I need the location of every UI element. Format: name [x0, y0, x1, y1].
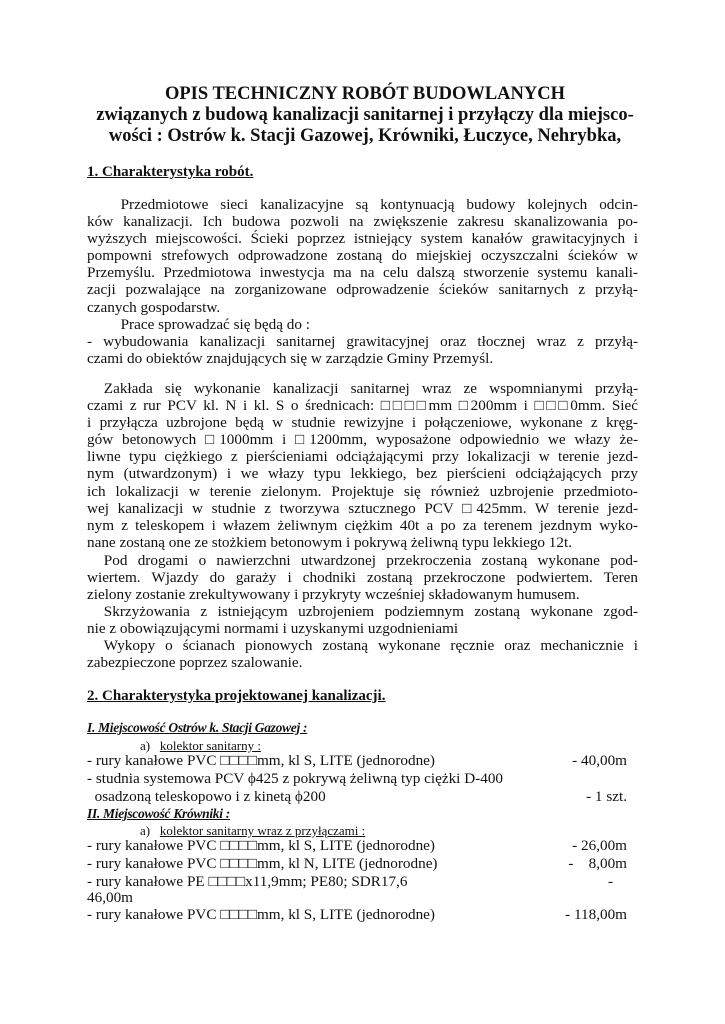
- text-line: zielony zostanie zrekultywowany i przykryty wcześniej składowanym humusem.: [87, 586, 580, 604]
- text-line: - wybudowania kanalizacji sanitarnej grawitacyjnej oraz tłocznej wraz z przyłą-: [87, 333, 638, 351]
- row-description: - rury kanałowe PVC □□□□mm, kl N, LITE (jednorodne): [87, 855, 438, 872]
- place-1-heading: I. Miejscowość Ostrów k. Stacji Gazowej :: [87, 720, 308, 735]
- table-row: [87, 855, 627, 873]
- row-quantity: - 1 szt.: [586, 788, 627, 805]
- title-line-2: związanych z budową kanalizacji sanitarnej i przyłączy dla miejsco-: [96, 105, 634, 125]
- text-line: zacji pozwalające na zorganizowane odprowadzenie ścieków sanitarnych z przyłą-: [87, 281, 638, 299]
- subitem-label: kolektor sanitarny wraz z przyłączami :: [159, 823, 366, 838]
- text-line: wyższych miejscowości. Ścieki poprzez istniejący system kanałów grawitacyjnych i: [87, 230, 638, 248]
- text-line: wej kanalizacji w studnie z tworzywa sztucznego PCV □425mm. W terenie jezd-: [87, 499, 638, 517]
- table-row: [87, 752, 627, 770]
- text-line: czanych gospodarstw.: [87, 298, 221, 316]
- row-quantity: -: [607, 873, 613, 890]
- section-1-paragraph-2: [87, 316, 638, 367]
- section-1-paragraph-6: [87, 637, 638, 671]
- text-line: Pod drogami o nawierzchni utwardzonej przekroczenia zostaną wykonane pod-: [103, 552, 638, 569]
- text-line: pompowni strefowych odprowadzone zostaną do miejskiej oczyszczalni ścieków w: [87, 247, 638, 265]
- text-line: nym z teleskopem i włazem żeliwnym ciężkim 40t a po za terenem jezdnym wyko-: [87, 516, 638, 534]
- text-line: Przedmiotowe sieci kanalizacyjne są kontynuacją budowy kolejnych odcin-: [120, 196, 638, 213]
- section-1-paragraph-1: [87, 196, 638, 316]
- text-line: Skrzyżowania z istniejącym uzbrojeniem podziemnym zostaną wykonane zgod-: [103, 603, 638, 620]
- section-1-paragraph-5: [87, 603, 638, 637]
- text-line: gów betonowych □1000mm i □1200mm, wyposażone odpowiednio we włazy że-: [87, 431, 638, 449]
- text-line: Wykopy o ścianach pionowych zostaną wykonane ręcznie oraz mechanicznie i: [103, 637, 638, 654]
- title-line-1: OPIS TECHNICZNY ROBÓT BUDOWLANYCH: [164, 84, 566, 104]
- text-line: zabezpieczone poprzez szalowanie.: [87, 654, 303, 672]
- table-row: [87, 889, 627, 907]
- row-description: 46,00m: [87, 889, 133, 906]
- title-line-3: wości : Ostrów k. Stacji Gazowej, Krówniki, Łuczyce, Nehrybka,: [108, 126, 622, 146]
- subitem-prefix: a): [140, 738, 151, 753]
- text-line: nym (utwardzonym) i we włazy typu lekkiego, bez pierścieni odciążających przy: [87, 465, 638, 483]
- row-description: - rury kanałowe PVC □□□□mm, kl S, LITE (jednorodne): [87, 752, 435, 769]
- row-quantity: - 26,00m: [572, 837, 627, 854]
- section-1-heading: 1. Charakterystyka robót.: [87, 164, 254, 180]
- text-line: liwne typu ciężkiego z pierścieniami odciążającymi przy lokalizacji w terenie jezd-: [87, 448, 638, 466]
- row-quantity: - 118,00m: [565, 906, 627, 923]
- text-line: i przyłącza uzbrojone będą w studnie rewizyjne i połączeniowe, wykonane z kręg-: [87, 414, 638, 432]
- row-description: - rury kanałowe PVC □□□□mm, kl S, LITE (jednorodne): [87, 906, 435, 923]
- text-line: Przemyślu. Przedmiotowa inwestycja ma na celu dalszą stworzenie systemu kanali-: [87, 264, 638, 282]
- text-line: nane zostaną one ze stożkiem betonowym i pokrywą żeliwną typu lekkiego 12t.: [87, 533, 573, 551]
- row-description: osadzoną teleskopowo i z kinetą ϕ200: [87, 788, 326, 805]
- text-line: ków kanalizacji. Ich budowa pozwoli na zwiększenie zakresu skanalizowania po-: [87, 213, 638, 231]
- section-2-heading: 2. Charakterystyka projektowanej kanalizacji.: [87, 688, 386, 704]
- text-line: nie z obowiązującymi normami i uzyskanymi uzgodnieniami: [87, 620, 459, 638]
- row-description: - rury kanałowe PVC □□□□mm, kl S, LITE (jednorodne): [87, 837, 435, 854]
- place-2-heading: II. Miejscowość Krówniki :: [87, 806, 230, 821]
- text-line: ich lokalizacji w terenie zielonym. Projektuje się również uzbrojenie przedmioto-: [87, 482, 638, 500]
- table-row: [87, 837, 627, 855]
- text-line: czami z rur PCV kl. N i kl. S o średnicach: □□□□mm □200mm i □□□0mm. Sieć: [87, 397, 638, 415]
- text-line: Prace sprowadzać się będą do :: [120, 316, 310, 333]
- section-1-paragraph-3: [87, 380, 638, 551]
- subitem-prefix: a): [140, 823, 151, 838]
- table-row: [87, 770, 627, 788]
- row-quantity: - 8,00m: [568, 855, 627, 872]
- document-title: [80, 84, 650, 147]
- table-row: [87, 788, 627, 806]
- section-1-paragraph-4: [87, 552, 638, 603]
- row-description: - studnia systemowa PCV ϕ425 z pokrywą żeliwną typ ciężki D-400: [87, 770, 504, 787]
- text-line: Zakłada się wykonanie kanalizacji sanitarnej wraz ze wspomnianymi przyłą-: [103, 380, 638, 397]
- subitem-label: kolektor sanitarny :: [159, 738, 261, 753]
- table-row: [87, 906, 627, 924]
- text-line: czami do obiektów znajdujących się w zarządzie Gminy Przemyśl.: [87, 350, 494, 368]
- row-description: - rury kanałowe PE □□□□x11,9mm; PE80; SDR17,6: [87, 873, 408, 890]
- text-line: wiertem. Wjazdy do garaży i chodniki zostaną przekroczone podwiertem. Teren: [87, 569, 638, 587]
- row-quantity: - 40,00m: [572, 752, 627, 769]
